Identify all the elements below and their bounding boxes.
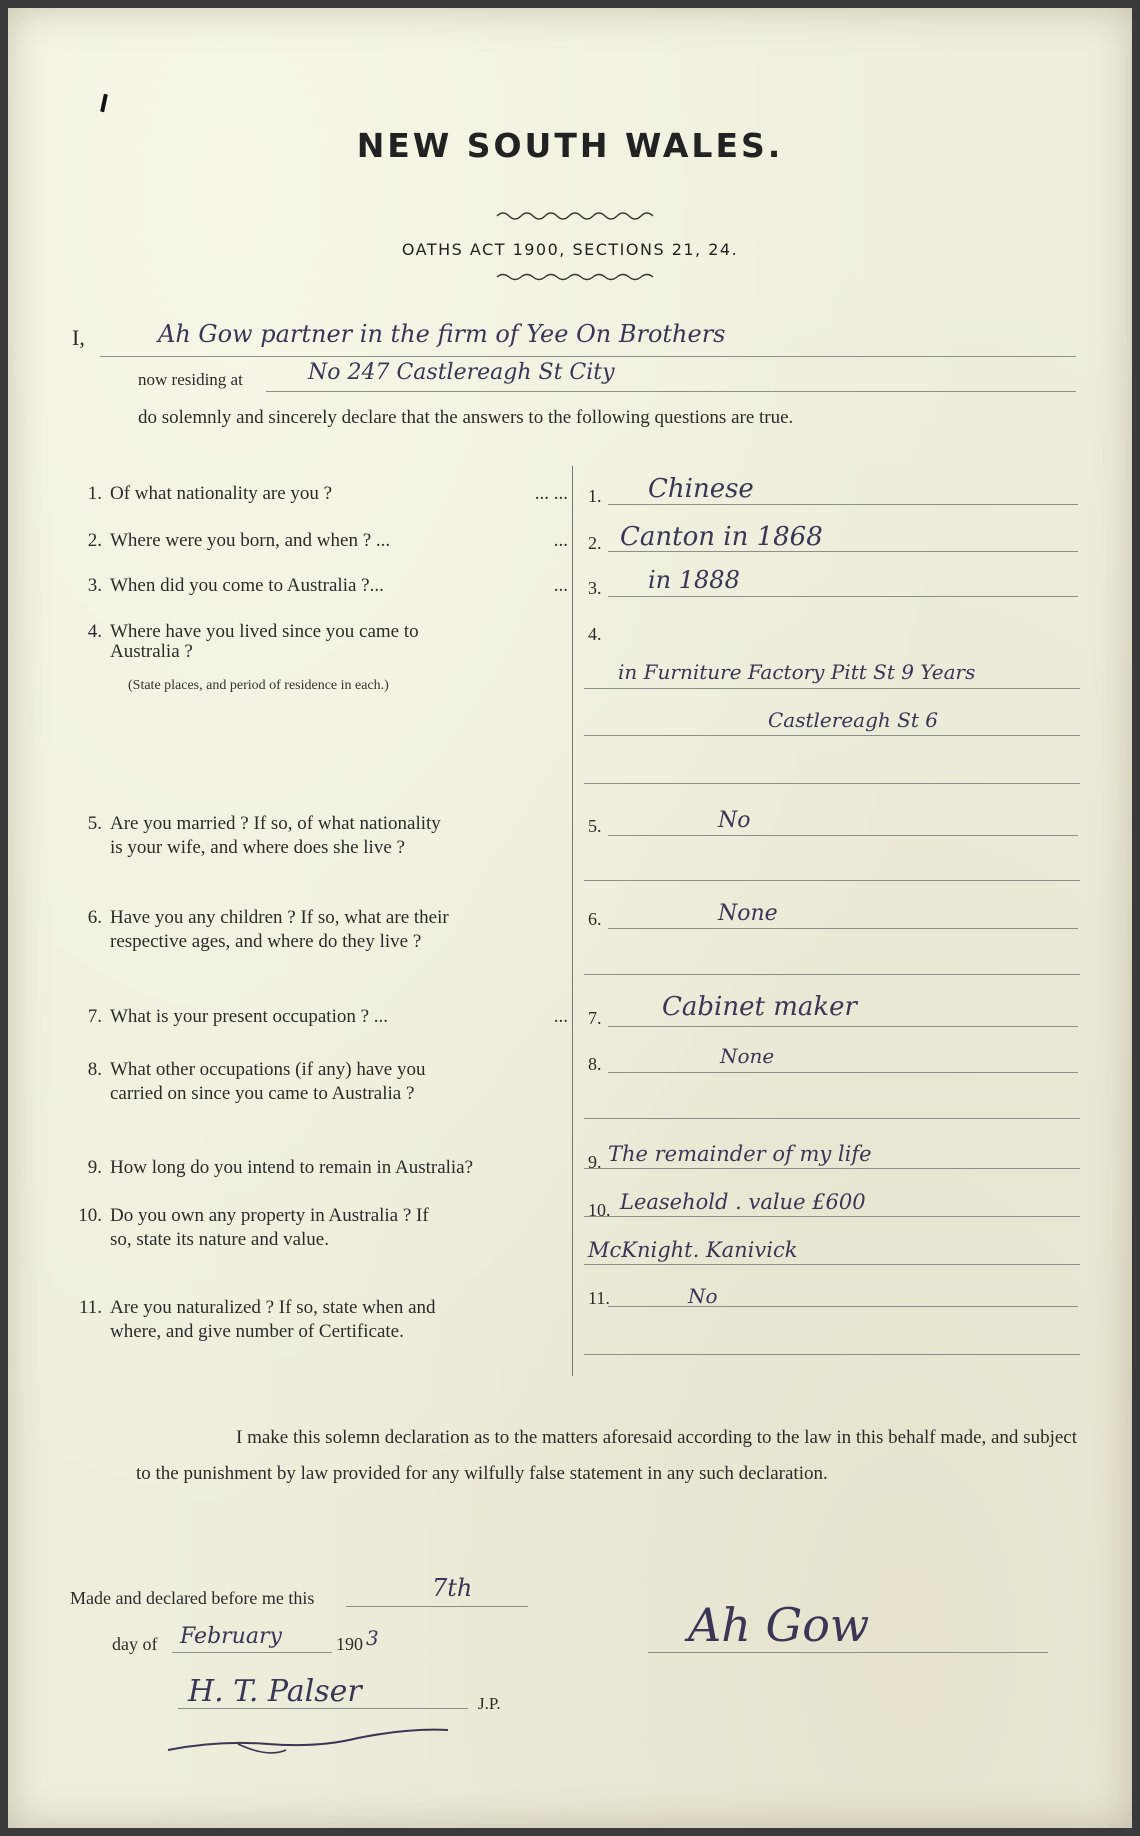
answer-10-num: 10. [588, 1200, 611, 1220]
answer-1-entry: Chinese [648, 474, 754, 504]
answer-8-line [608, 1072, 1078, 1073]
i-label: I, [72, 325, 85, 350]
answer-6-num: 6. [588, 909, 602, 929]
declarant-signature-line [648, 1652, 1048, 1653]
jp-label: J.P. [478, 1694, 501, 1713]
question-2: 2. Where were you born, and when ? ... ... [87, 530, 568, 551]
answer-5-line-b [584, 880, 1080, 881]
made-declared-label: Made and declared before me this [70, 1588, 315, 1608]
day-of-label: day of [112, 1634, 158, 1654]
answer-4-line-b [584, 735, 1080, 736]
question-10: 10. Do you own any property in Australia ? If so, state its nature and value. [78, 1205, 429, 1250]
answer-3-line [608, 596, 1078, 597]
answer-5-entry: No [718, 808, 751, 833]
answer-11-entry: No [688, 1284, 718, 1308]
answer-10-entry-a: Leasehold . value £600 [620, 1190, 866, 1214]
answer-11-line [608, 1306, 1078, 1307]
answer-4-entry-b: Castlereagh St 6 [768, 708, 938, 732]
declarant-signature: Ah Gow [688, 1598, 870, 1652]
day-line [346, 1606, 528, 1607]
answer-9-num: 9. [588, 1152, 602, 1172]
answer-4-line-a [584, 688, 1080, 689]
wavy-divider-bottom [495, 270, 655, 284]
answer-5-num: 5. [588, 816, 602, 836]
answer-7-num: 7. [588, 1008, 602, 1028]
declaration-sheet [8, 8, 1132, 1828]
answer-8-line-b [584, 1118, 1080, 1119]
question-7: 7. What is your present occupation ? ... ... [87, 1006, 568, 1027]
intro-text: do solemnly and sincerely declare that the answers to the following questions are true. [138, 407, 794, 428]
answer-10-line-b [584, 1264, 1080, 1265]
jp-flourish [158, 1720, 458, 1760]
answer-2-num: 2. [588, 533, 602, 553]
answer-10-entry-b: McKnight. Kanivick [588, 1238, 798, 1262]
answer-8-entry: None [720, 1044, 775, 1068]
answer-9-entry: The remainder of my life [608, 1142, 872, 1166]
answer-4-line-c [584, 783, 1080, 784]
answer-1-line [608, 504, 1078, 505]
now-residing-label: now residing at [138, 370, 243, 389]
answer-10-line-a [584, 1216, 1080, 1217]
wavy-divider-top [495, 208, 655, 222]
answer-4-entry-a: in Furniture Factory Pitt St 9 Years [618, 660, 976, 684]
answer-3-entry: in 1888 [648, 566, 740, 594]
declaration-text: I make this solemn declaration as to the matters aforesaid according to the law in this behalf made, and subject to the punishment by law provided for any wilfully false statement in any such declaration. [136, 1427, 1078, 1484]
question-11: 11. Are you naturalized ? If so, state when and where, and give number of Certificate. [78, 1297, 436, 1342]
answer-3-num: 3. [588, 578, 602, 598]
question-9: 9. How long do you intend to remain in Australia? [87, 1157, 474, 1178]
question-5: 5. Are you married ? If so, of what nationality is your wife, and where does she live ? [87, 813, 441, 858]
jp-signature: H. T. Palser [188, 1674, 362, 1709]
column-divider [572, 466, 573, 1376]
question-4: 4. Where have you lived since you came to Australia ? (State places, and period of residence in each.) [87, 621, 419, 693]
answer-6-line-b [584, 974, 1080, 975]
address-entry: No 247 Castlereagh St City [308, 360, 615, 385]
form-title: NEW SOUTH WALES. [356, 126, 784, 165]
declarant-name-entry: Ah Gow partner in the firm of Yee On Brothers [158, 320, 726, 348]
answer-2-entry: Canton in 1868 [620, 522, 823, 552]
question-1: 1. Of what nationality are you ? ... ... [87, 483, 568, 504]
answer-6-entry: None [718, 901, 778, 926]
answer-6-line [608, 928, 1078, 929]
answer-11-line-b [584, 1354, 1080, 1355]
answer-4-num: 4. [588, 624, 602, 644]
form-subtitle: OATHS ACT 1900, SECTIONS 21, 24. [401, 240, 739, 259]
year-prefix: 190 [336, 1634, 363, 1654]
answer-7-entry: Cabinet maker [662, 992, 857, 1022]
answer-1-num: 1. [588, 486, 602, 506]
ink-mark [100, 94, 108, 112]
answer-7-line [608, 1026, 1078, 1027]
name-line [100, 356, 1076, 357]
answer-8-num: 8. [588, 1054, 602, 1074]
month-line [172, 1652, 332, 1653]
answer-9-line [584, 1168, 1080, 1169]
question-6: 6. Have you any children ? If so, what are their respective ages, and where do they live ? [87, 907, 449, 952]
day-entry: 7th [432, 1574, 473, 1602]
month-entry: February [180, 1624, 282, 1649]
address-line [266, 391, 1076, 392]
year-suffix-entry: 3 [366, 1626, 379, 1650]
answer-5-line [608, 835, 1078, 836]
answer-11-num: 11. [588, 1288, 610, 1308]
question-3: 3. When did you come to Australia ?... ... [87, 575, 568, 596]
question-8: 8. What other occupations (if any) have you carried on since you came to Australia ? [87, 1059, 426, 1104]
